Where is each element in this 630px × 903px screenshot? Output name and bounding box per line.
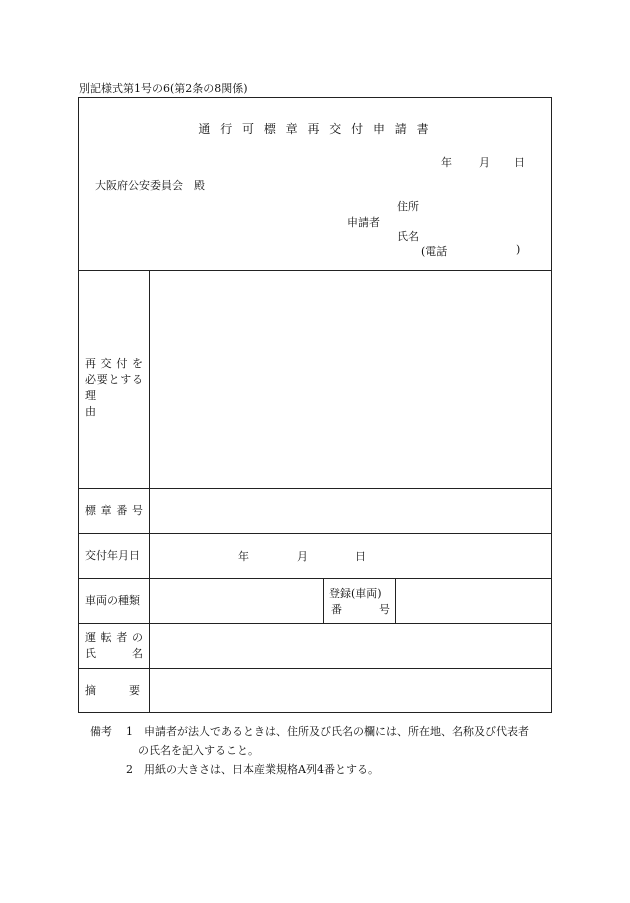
badge-number-field[interactable] (151, 490, 551, 532)
issue-day-label: 日 (355, 550, 366, 563)
vehicle-type-field[interactable] (151, 580, 322, 622)
address-label: 住所 (397, 200, 419, 213)
issue-year-label: 年 (238, 550, 249, 563)
note-text: 用紙の大きさは、日本産業規格A列4番とする。 (144, 763, 379, 776)
vehicle-type-label: 車両の種類 (85, 594, 140, 607)
name-label: 氏名 (397, 230, 419, 243)
registration-number-field[interactable] (397, 580, 551, 622)
registration-label-line1: 登録(車両) (329, 587, 382, 600)
phone-label: (電話 (421, 245, 448, 258)
registration-label-char: 番 (331, 603, 342, 616)
recipient: 大阪府公安委員会 殿 (95, 179, 205, 192)
summary-field[interactable] (151, 670, 551, 712)
vehicle-divider-left (323, 578, 324, 623)
note-number: 2 (126, 763, 133, 776)
date-year-label: 年 (441, 156, 452, 169)
date-month-label: 月 (479, 156, 490, 169)
form-number-label: 別記様式第1号の6(第2条の8関係) (79, 82, 248, 95)
notes-heading: 備考 (90, 725, 112, 738)
note-number: 1 (126, 725, 133, 738)
phone-close-paren: ) (516, 243, 521, 256)
label-column-divider (149, 270, 150, 712)
driver-name-field[interactable] (151, 625, 551, 667)
application-form (78, 97, 552, 713)
badge-number-label: 標章番号 (85, 504, 143, 517)
reason-label: 再交付を 必要とする 理由 (85, 357, 143, 418)
applicant-label: 申請者 (347, 216, 380, 229)
reason-label-line3: 理由 (85, 389, 129, 418)
summary-label: 摘要 (85, 684, 173, 697)
reason-input-area[interactable] (151, 272, 551, 486)
date-day-label: 日 (514, 156, 525, 169)
driver-name-label: 運転者の 氏 名 (85, 631, 143, 660)
form-title: 通 行 可 標 章 再 交 付 申 請 書 (198, 122, 432, 136)
registration-label-char: 号 (379, 603, 390, 616)
note-text: の氏名を記入すること。 (138, 744, 259, 757)
issue-date-field[interactable] (151, 535, 551, 577)
issue-month-label: 月 (297, 550, 308, 563)
note-text: 申請者が法人であるときは、住所及び氏名の欄には、所在地、名称及び代表者 (144, 725, 529, 738)
vehicle-divider-right (395, 578, 396, 623)
issue-date-label: 交付年月日 (85, 549, 140, 562)
